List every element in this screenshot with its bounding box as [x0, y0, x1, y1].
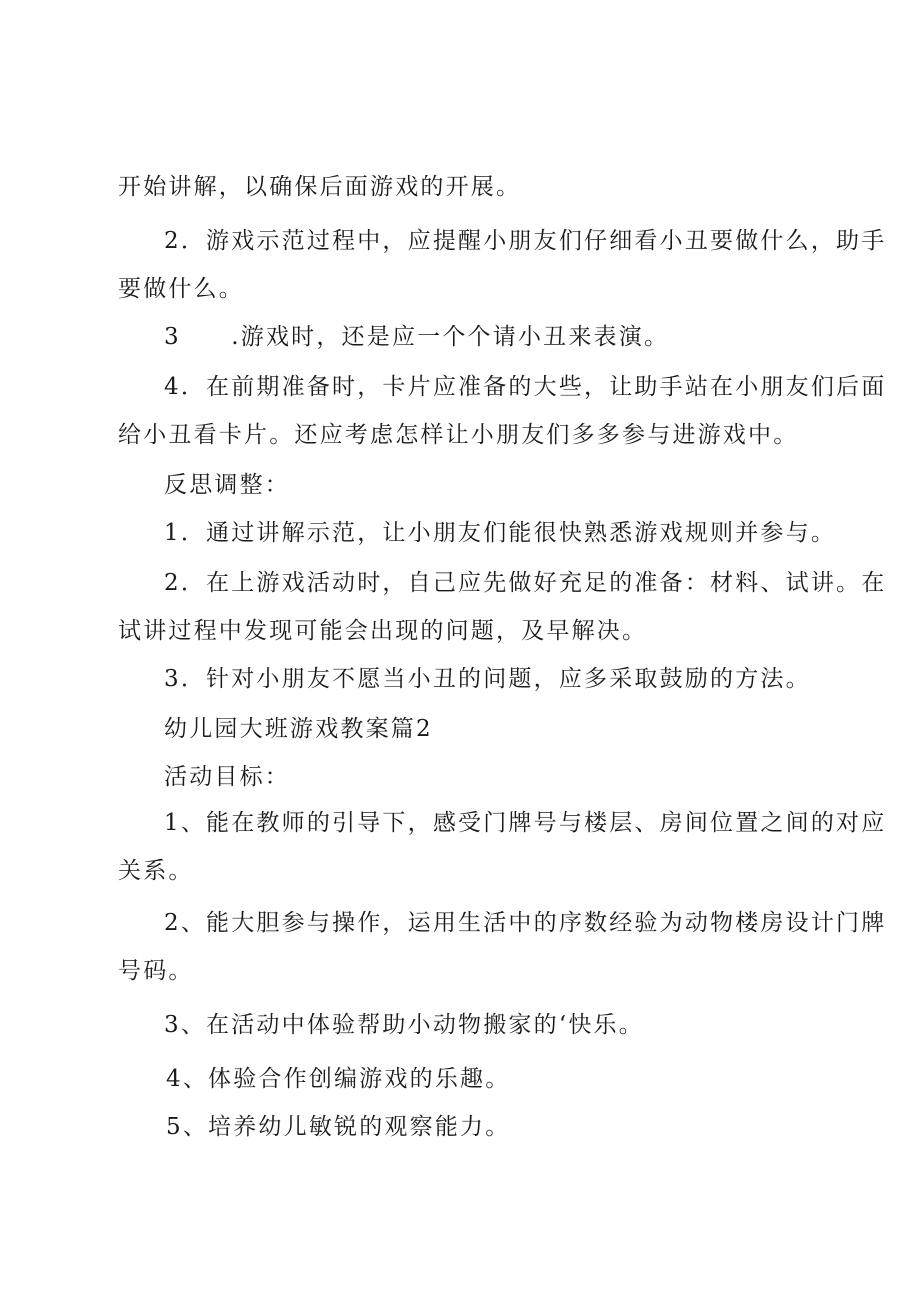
text-line-6: 给小丑看卡片。还应考虑怎样让小朋友们多多参与进游戏中。 — [118, 422, 799, 448]
text-line-20: 5、培养幼儿敏锐的观察能力。 — [166, 1114, 511, 1140]
text-line-9: 2．在上游戏活动时，自己应先做好充足的准备：材料、试讲。在 — [164, 570, 887, 596]
text-line-14: 1、能在教师的引导下，感受门牌号与楼层、房间位置之间的对应 — [164, 810, 887, 836]
section-heading-objectives: 活动目标： — [164, 764, 290, 790]
section-title-lesson-2: 幼儿园大班游戏教案篇2 — [164, 716, 433, 742]
text-line-1: 开始讲解，以确保后面游戏的开展。 — [118, 174, 522, 200]
text-line-11: 3．针对小朋友不愿当小丑的问题，应多采取鼓励的方法。 — [164, 666, 811, 692]
section-heading-reflection: 反思调整： — [164, 472, 290, 498]
text-line-18: 3、在活动中体验帮助小动物搬家的‘快乐。 — [164, 1012, 644, 1038]
text-line-16: 2、能大胆参与操作，运用生活中的序数经验为动物楼房设计门牌 — [164, 910, 887, 936]
text-line-15: 关系。 — [118, 858, 194, 884]
text-line-3: 要做什么。 — [118, 276, 244, 302]
text-line-4: 3 .游戏时，还是应一个个请小丑来表演。 — [164, 324, 670, 350]
text-line-5: 4．在前期准备时，卡片应准备的大些，让助手站在小朋友们后面 — [164, 374, 887, 400]
text-line-2: 2．游戏示范过程中，应提醒小朋友们仔细看小丑要做什么，助手 — [164, 228, 887, 254]
text-line-19: 4、体验合作创编游戏的乐趣。 — [166, 1066, 511, 1092]
text-line-8: 1．通过讲解示范，让小朋友们能很快熟悉游戏规则并参与。 — [164, 520, 837, 546]
text-line-10: 试讲过程中发现可能会出现的问题，及早解决。 — [118, 618, 648, 644]
text-line-17: 号码。 — [118, 958, 194, 984]
